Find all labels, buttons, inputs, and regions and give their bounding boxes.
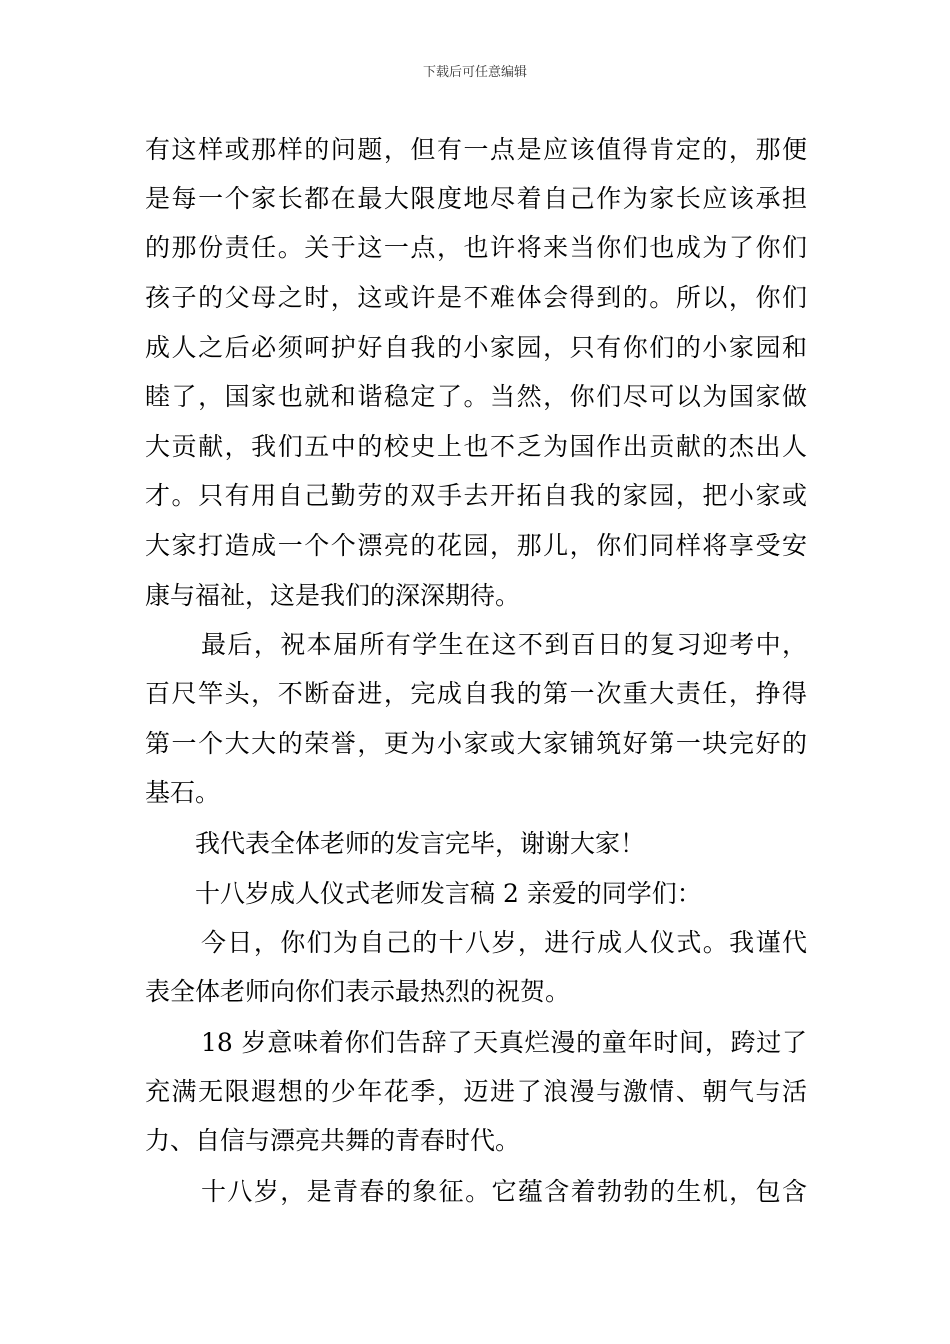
body-line: 力、自信与漂亮共舞的青春时代。 bbox=[145, 1126, 521, 1155]
body-line: 大贡献，我们五中的校史上也不乏为国作出贡献的杰出人 bbox=[145, 432, 807, 461]
body-line: 有这样或那样的问题，但有一点是应该值得肯定的，那便 bbox=[145, 135, 807, 164]
body-line: 是每一个家长都在最大限度地尽着自己作为家长应该承担 bbox=[145, 184, 807, 213]
page-header: 下载后可任意编辑 bbox=[422, 65, 527, 80]
body-line: 的那份责任。关于这一点，也许将来当你们也成为了你们 bbox=[145, 233, 807, 262]
body-line: 我代表全体老师的发言完毕，谢谢大家！ bbox=[195, 829, 646, 858]
body-line: 充满无限遐想的少年花季，迈进了浪漫与激情、朝气与活 bbox=[145, 1077, 807, 1106]
body-line: 睦了，国家也就和谐稳定了。当然，你们尽可以为国家做 bbox=[145, 382, 807, 411]
body-line: 18 岁意味着你们告辞了天真烂漫的童年时间，跨过了 bbox=[201, 1028, 807, 1057]
body-line: 今日，你们为自己的十八岁，进行成人仪式。我谨代 bbox=[201, 928, 807, 957]
body-line: 才。只有用自己勤劳的双手去开拓自我的家园，把小家或 bbox=[145, 481, 807, 510]
body-line: 康与福祉，这是我们的深深期待。 bbox=[145, 581, 521, 610]
body-line: 成人之后必须呵护好自我的小家园，只有你们的小家园和 bbox=[145, 333, 807, 362]
body-line: 最后，祝本届所有学生在这不到百日的复习迎考中， bbox=[201, 630, 807, 659]
body-line: 十八岁，是青春的象征。它蕴含着勃勃的生机，包含 bbox=[201, 1177, 807, 1206]
body-line: 大家打造成一个个漂亮的花园，那儿，你们同样将享受安 bbox=[145, 531, 807, 560]
body-line: 表全体老师向你们表示最热烈的祝贺。 bbox=[145, 977, 571, 1006]
body-line: 基石。 bbox=[145, 778, 221, 807]
body-line: 第一个大大的荣誉，更为小家或大家铺筑好第一块完好的 bbox=[145, 729, 807, 758]
body-line: 百尺竿头，不断奋进，完成自我的第一次重大责任，挣得 bbox=[145, 679, 807, 708]
body-line: 十八岁成人仪式老师发言稿 2 亲爱的同学们： bbox=[195, 879, 702, 908]
body-line: 孩子的父母之时，这或许是不难体会得到的。所以，你们 bbox=[145, 283, 807, 312]
